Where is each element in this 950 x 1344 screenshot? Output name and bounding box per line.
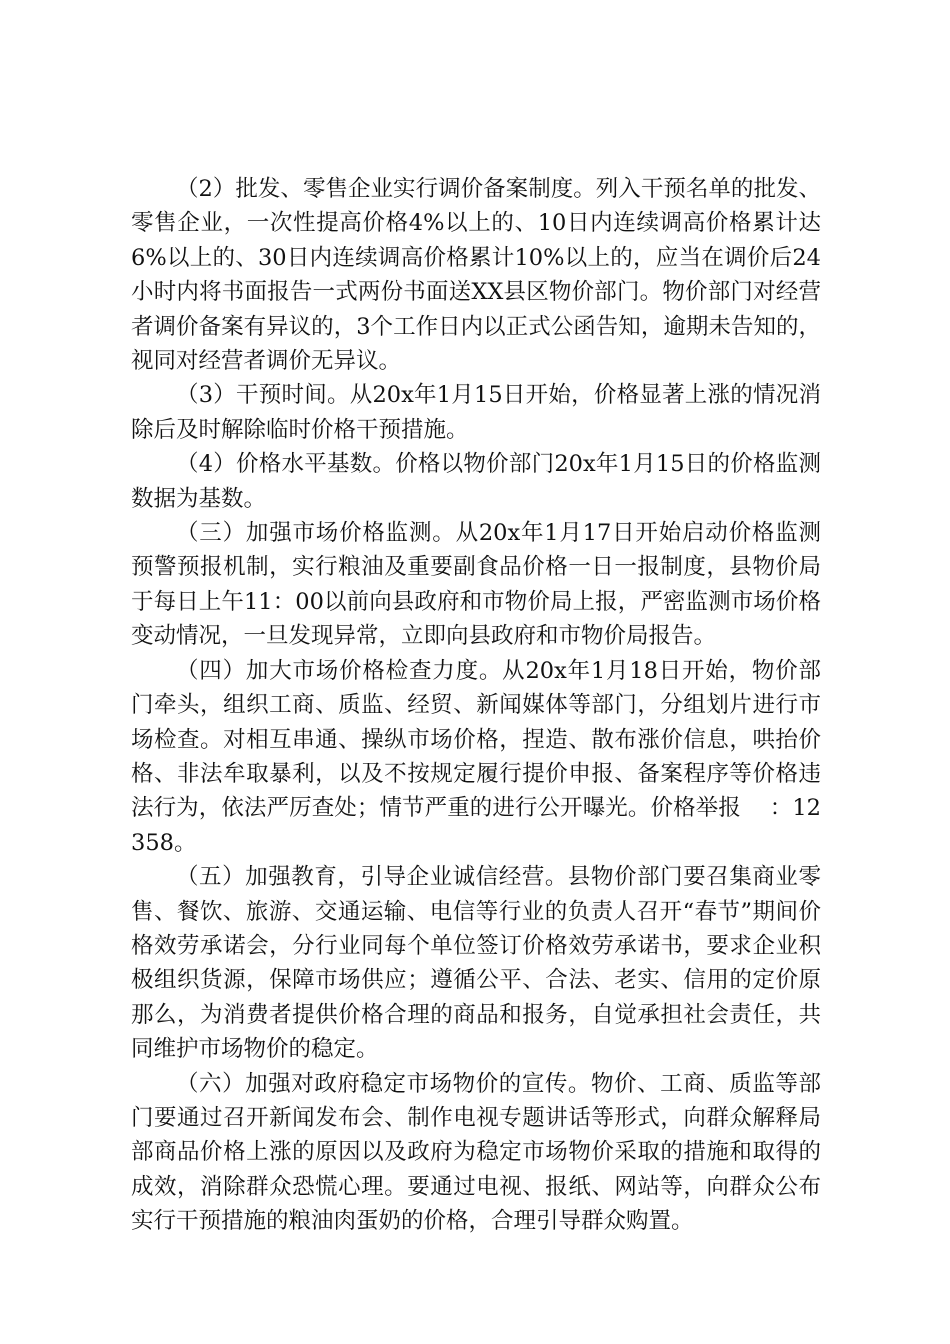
paragraph-price-inspection: （四）加大市场价格检查力度。从20x年1月18日开始，物价部门牵头，组织工商、质监、经贸、新闻媒体等部门，分组划片进行市场检查。对相互串通、操纵市场价格，捏造、散布涨价信息，哄抬价格、非法牟取暴利，以及不按规定履行提价申报、备案程序等价格违法行为，依法严厉查处；情节严重的进行公开曝光。价格举报 ：12358。 — [131, 657, 821, 856]
paragraph-intervention-time: （3）干预时间。从20x年1月15日开始，价格显著上涨的情况消除后及时解除临时价格干预措施。 — [131, 382, 821, 443]
paragraph-price-monitoring: （三）加强市场价格监测。从20x年1月17日开始启动价格监测预警预报机制，实行粮油及重要副食品价格一日一报制度，县物价局于每日上午11：00以前向县政府和市物价局上报，严密监测市场价格变动情况，一旦发现异常，立即向县政府和市物价局报告。 — [131, 520, 821, 650]
document-body — [131, 172, 821, 1239]
paragraph-price-filing: （2）批发、零售企业实行调价备案制度。列入干预名单的批发、零售企业，一次性提高价格4%以上的、10日内连续调高价格累计达6%以上的、30日内连续调高价格累计10%以上的，应当在调价后24小时内将书面报告一式两份书面送XX县区物价部门。物价部门对经营者调价备案有异议的，3个工作日内以正式公函告知，逾期未告知的，视同对经营者调价无异议。 — [131, 176, 821, 375]
paragraph-price-baseline: （4）价格水平基数。价格以物价部门20x年1月15日的价格监测数据为基数。 — [131, 451, 821, 512]
paragraph-integrity-education: （五）加强教育，引导企业诚信经营。县物价部门要召集商业零售、餐饮、旅游、交通运输、电信等行业的负责人召开“春节”期间价格效劳承诺会，分行业同每个单位签订价格效劳承诺书，要求企业积极组织货源，保障市场供应；遵循公平、合法、老实、信用的定价原那么，为消费者提供价格合理的商品和报务，自觉承担社会责任，共同维护市场物价的稳定。 — [131, 864, 821, 1063]
paragraph-publicity: （六）加强对政府稳定市场物价的宣传。物价、工商、质监等部门要通过召开新闻发布会、制作电视专题讲话等形式，向群众解释局部商品价格上涨的原因以及政府为稳定市场物价采取的措施和取得的成效，消除群众恐慌心理。要通过电视、报纸、网站等，向群众公布实行干预措施的粮油肉蛋奶的价格，合理引导群众购置。 — [131, 1070, 821, 1235]
